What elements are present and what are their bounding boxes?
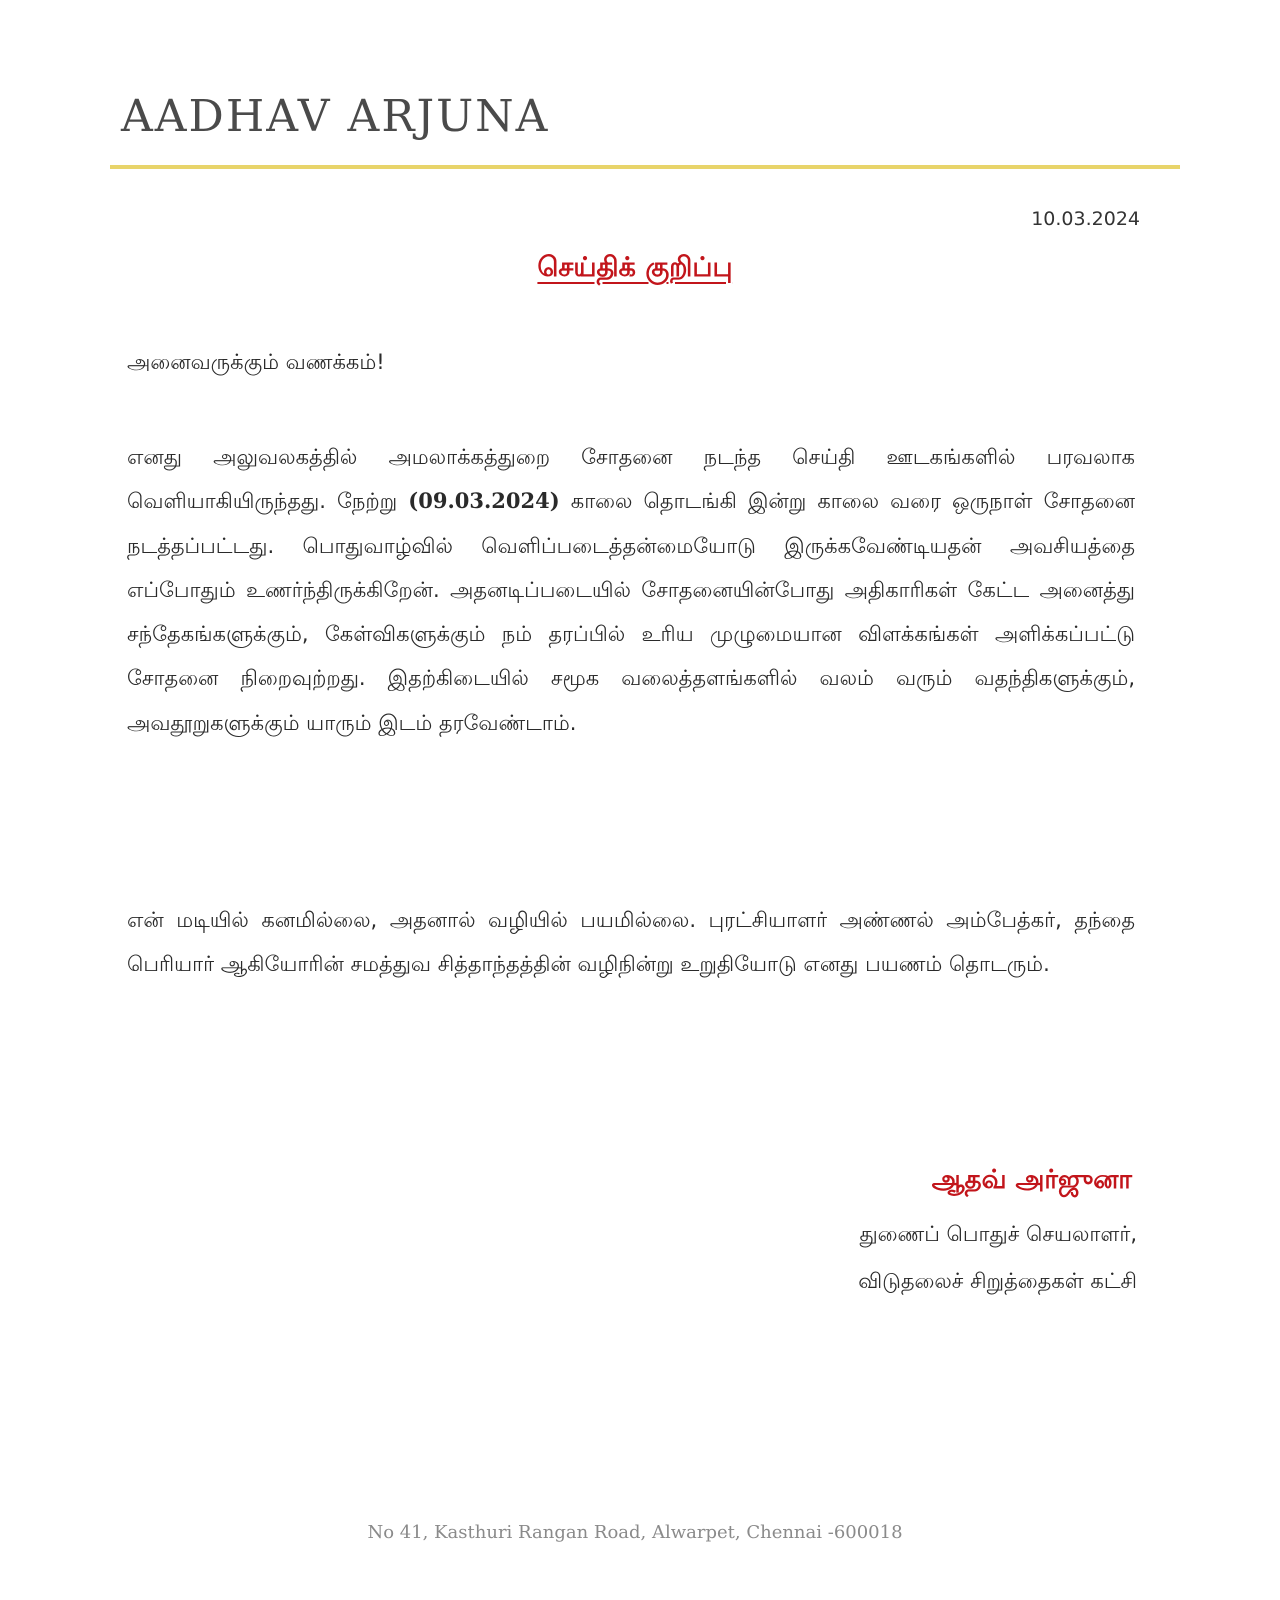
footer-address: No 41, Kasthuri Rangan Road, Alwarpet, Chennai -600018	[367, 1522, 903, 1543]
letter-date: 10.03.2024	[1031, 208, 1140, 230]
para1-date: (09.03.2024)	[408, 488, 560, 514]
signatory-title: துணைப் பொதுச் செயலாளர்,	[859, 1222, 1137, 1246]
press-release-heading	[0, 250, 1270, 286]
para1-text-end: காலை தொடங்கி இன்று காலை வரை ஒருநாள் சோதனை நடத்தப்பட்டது. பொதுவாழ்வில் வெளிப்படைத்தன்மையோடு இருக்கவேண்டியதன் அவசியத்தை எப்போதும் உணர்ந்திருக்கிறேன். அதனடிப்படையில் சோதனையின்போது அதிகாரிகள் கேட்ட அனைத்து சந்தேகங்களுக்கும், கேள்விகளுக்கும் நம் தரப்பில் உரிய முழுமையான விளக்கங்கள் அளிக்கப்பட்டு சோதனை நிறைவுற்றது. இதற்கிடையில் சமூக வலைத்தளங்களில் வலம் வரும் வதந்திகளுக்கும், அவதூறுகளுக்கும் யாரும் இடம் தரவேண்டாம்.	[127, 489, 1135, 735]
letterhead-divider	[110, 165, 1180, 169]
greeting: அனைவருக்கும் வணக்கம்!	[127, 350, 385, 374]
press-release-heading-text: செய்திக் குறிப்பு	[537, 252, 733, 283]
signatory-name: ஆதவ் அர்ஜுனா	[931, 1165, 1132, 1195]
signatory-organization: விடுதலைச் சிறுத்தைகள் கட்சி	[858, 1269, 1137, 1293]
letterhead-brand: AADHAV ARJUNA	[121, 91, 550, 142]
body-paragraph-1	[127, 435, 1135, 745]
para1-text-start: எனது அலுவலகத்தில் அமலாக்கத்துறை சோதனை நடந்த செய்தி ஊடகங்களில் பரவலாக வெளியாகியிருந்தது. நேற்று	[127, 445, 1135, 514]
body-paragraph-2: என் மடியில் கனமில்லை, அதனால் வழியில் பயமில்லை. புரட்சியாளர் அண்ணல் அம்பேத்கர், தந்தை பெரியார் ஆகியோரின் சமத்துவ சித்தாந்தத்தின் வழிநின்று உறுதியோடு எனது பயணம் தொடரும்.	[127, 908, 1135, 977]
